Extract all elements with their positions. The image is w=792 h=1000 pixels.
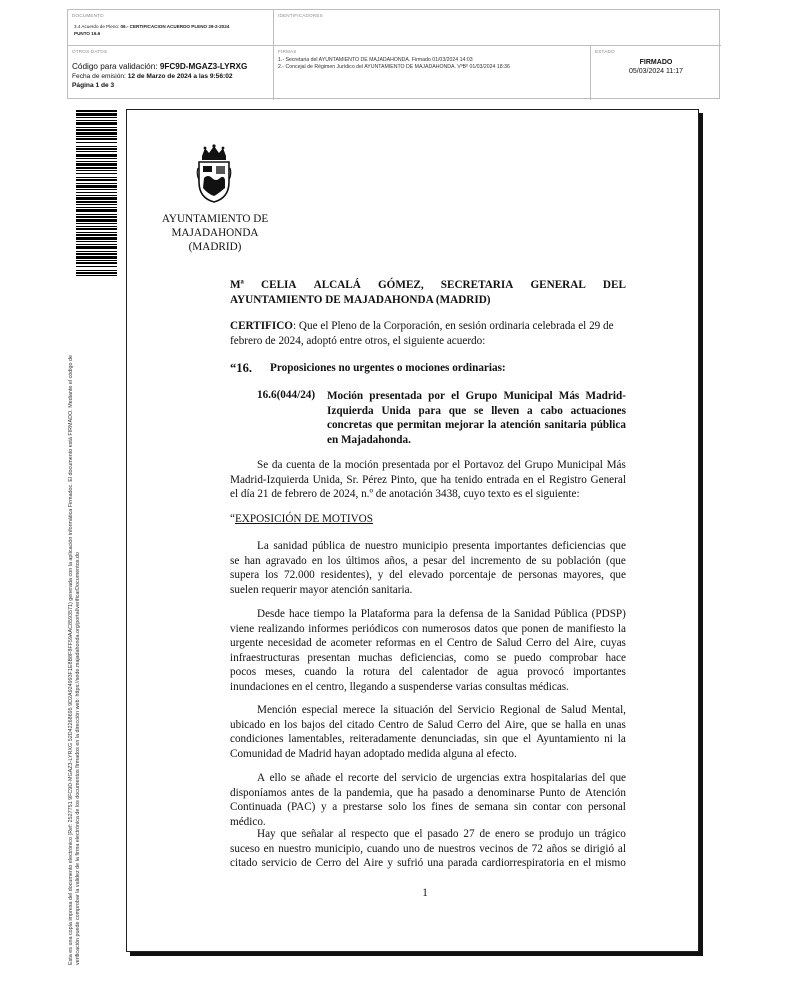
validation-header xyxy=(67,9,720,99)
paragraph-line: disponíamos antes de la pandemia, que ha pasado a denominarse Punto de Atención xyxy=(230,786,626,799)
firmas-cell xyxy=(274,46,591,100)
certifier-word: CELIA xyxy=(261,279,297,291)
certifier-word: DEL xyxy=(602,279,626,291)
paragraph-line: inundaciones en el centro, llegando a suspenderse varias consultas médicas. xyxy=(230,680,569,693)
motion-title-line: concretas que permitan mejorar la atención sanitaria pública xyxy=(327,419,626,432)
firma-1: 1.- Secretaria del AYUNTAMIENTO DE MAJADAHONDA. Firmado 01/03/2024 14:03 xyxy=(278,57,473,63)
estado-date: 05/03/2024 11:17 xyxy=(629,68,683,75)
paragraph-line: médico. xyxy=(230,815,266,828)
intro-line: Madrid-Izquierda Unida, Sr. Pérez Pinto, que ha tenido entrada en el Registro General xyxy=(230,473,626,486)
identificadores-label: IDENTIFICADORES xyxy=(278,13,323,18)
side-text-line-2: verificación puede comprobar la validez de la firma electrónica de los documentos firmados en la dirección web: https://sede.majadahonda.org/portal/verificarDocumentos.do xyxy=(75,552,81,965)
coat-of-arms-icon xyxy=(196,144,232,204)
exposicion-heading xyxy=(230,513,373,525)
estado-value: FIRMADO xyxy=(639,59,673,66)
side-text-line-1: Esta es una copia impresa del documento electrónico (Ref: 2527751 9FC9D-MGAZ3-LYRXG 52D42268695 9D2A924993F1E8B8F8FF59AAC8593571) generada con la aplicación informática Firmadoc. El documento está FIRMADO. Mediante el código de xyxy=(68,355,74,965)
paragraph-line: supera los 72.000 residentes), y del elevado porcentaje de personas mayores, que xyxy=(230,569,626,582)
intro-line: el día 21 de febrero de 2024, n.º de anotación 3438, cuyo texto es el siguiente: xyxy=(230,488,580,501)
section-title: Proposiciones no urgentes o mociones ordinarias: xyxy=(270,362,506,374)
certifier-word: GÓMEZ, xyxy=(377,279,424,291)
estado-cell xyxy=(591,46,721,100)
certifier-word: SECRETARIA xyxy=(440,279,514,291)
documento-line-1: 3.4 Acuerdo de Pleno: 06.- CERTIFICACION ACUERDO PLENO 29-2-2024 xyxy=(74,24,230,29)
paragraph-line: Mención especial merece la situación del Servicio Regional de Salud Mental, xyxy=(257,704,626,716)
exposicion-quote: “ xyxy=(230,513,235,525)
paragraph-line: pocos meses, cuando la rotura del calentador de agua provocó importantes xyxy=(230,666,626,679)
page-number: 1 xyxy=(422,887,428,899)
paragraph-line: suceso en nuestro municipio, cuando uno de nuestros vecinos de 72 años se dirigió al xyxy=(230,842,626,855)
motion-title-line: Izquierda Unida para que se lleven a cabo actuaciones xyxy=(327,404,626,417)
otros-datos-cell xyxy=(68,46,274,100)
certifico-line-2: febrero de 2024, adoptó entre otros, el siguiente acuerdo: xyxy=(230,334,486,347)
certifico-paragraph xyxy=(230,319,626,348)
barcode-bar xyxy=(76,276,117,278)
firmas-label: FIRMAS xyxy=(278,49,297,54)
firma-2: 2.- Concejal de Régimen Jurídico del AYUNTAMIENTO DE MAJADAHONDA. VºBº 01/03/2024 18:36 xyxy=(278,64,510,70)
org-line-2: MAJADAHONDA xyxy=(171,227,259,239)
page-count: Página 1 de 3 xyxy=(72,82,115,89)
certifier-word: GENERAL xyxy=(530,279,586,291)
certifier-heading xyxy=(230,278,626,307)
documento-line-2: PUNTO 16.6 xyxy=(74,31,101,36)
motivos-paragraph xyxy=(230,703,626,761)
paragraph-line: se han agravado en los últimos años, a pesar del incremento de su población (que xyxy=(230,554,626,567)
otros-label: OTROS DATOS xyxy=(72,49,108,54)
certifier-line-1 xyxy=(230,278,626,293)
org-line-1: AYUNTAMIENTO DE xyxy=(161,213,269,225)
motion-title-line: en Majadahonda. xyxy=(327,433,411,446)
paragraph-line: urgente necesidad de acometer reformas en el Centro de Salud Cerro del Aire, cuyas xyxy=(230,637,626,650)
page-shadow-bottom xyxy=(130,952,703,956)
certifier-line-2: AYUNTAMIENTO DE MAJADAHONDA (MADRID) xyxy=(230,293,491,306)
intro-paragraph xyxy=(230,458,626,502)
estado-label: ESTADO xyxy=(595,49,615,54)
paragraph-line: suelen requerir mayor atención sanitaria. xyxy=(230,583,413,596)
paragraph-line: infraestructuras presentan muchas deficiencias, como se puedo comprobar hace xyxy=(230,651,626,664)
paragraph-line: Desde hace tiempo la Plataforma para la defensa de la Sanidad Pública (PDSP) xyxy=(257,608,626,620)
paragraph-line: Comunidad de Madrid hayan adoptado medida alguna al efecto. xyxy=(230,747,517,760)
section-number: “16. xyxy=(230,361,253,375)
paragraph-line: viene realizando informes periódicos con numerosos datos que ponen de manifiesto la xyxy=(230,622,626,635)
intro-line: Se da cuenta de la moción presentada por el Portavoz del Grupo Municipal Más xyxy=(257,459,626,471)
certifico-line-1: CERTIFICO: Que el Pleno de la Corporación, en sesión ordinaria celebrada el 29 de xyxy=(230,320,614,332)
org-line-3: (MADRID) xyxy=(188,241,242,253)
paragraph-line: A ello se añade el recorte del servicio de urgencias extra hospitalarias del que xyxy=(257,772,626,784)
paragraph-line: Hay que señalar al respecto que el pasado 27 de enero se produjo un trágico xyxy=(257,828,626,840)
certifier-word: Mª xyxy=(230,279,244,291)
barcode-image xyxy=(76,110,117,278)
motivos-paragraph xyxy=(230,771,626,829)
validation-code[interactable]: Código para validación: 9FC9D-MGAZ3-LYRXG xyxy=(72,62,248,71)
paragraph-line: condiciones lamentables, reiteradamente denunciadas, sin que el Ayuntamiento ni la xyxy=(230,733,626,746)
page-shadow-right xyxy=(699,113,703,956)
certifier-word: ALCALÁ xyxy=(313,279,361,291)
motion-number: 16.6(044/24) xyxy=(257,389,316,401)
paragraph-line: citado servicio de Cerro del Aire y sufrió una parada cardiorrespiratoria en el mismo xyxy=(230,857,626,870)
motivos-paragraph xyxy=(230,607,626,695)
documento-label: DOCUMENTO xyxy=(72,13,104,18)
paragraph-line: ubicado en los bajos del citado Centro de Salud Cerro del Aire, que se halla en unas xyxy=(230,718,626,731)
paragraph-line: La sanidad pública de nuestro municipio presenta importantes deficiencias que xyxy=(257,540,626,552)
motivos-paragraph xyxy=(230,827,626,871)
motion-title-line: Moción presentada por el Grupo Municipal Más Madrid- xyxy=(327,390,626,402)
emission-date: Fecha de emisión: 12 de Marzo de 2024 a las 9:56:02 xyxy=(72,73,233,80)
identificadores-cell xyxy=(274,10,721,46)
motion-title xyxy=(327,389,626,447)
exposicion-title: EXPOSICIÓN DE MOTIVOS xyxy=(234,513,373,525)
paragraph-line: Continuada (PAC) y a prestarse solo los fines de semana sin contar con personal xyxy=(230,801,626,814)
documento-cell xyxy=(68,10,274,46)
certifico-label: CERTIFICO xyxy=(230,320,294,332)
motivos-paragraph xyxy=(230,539,626,597)
